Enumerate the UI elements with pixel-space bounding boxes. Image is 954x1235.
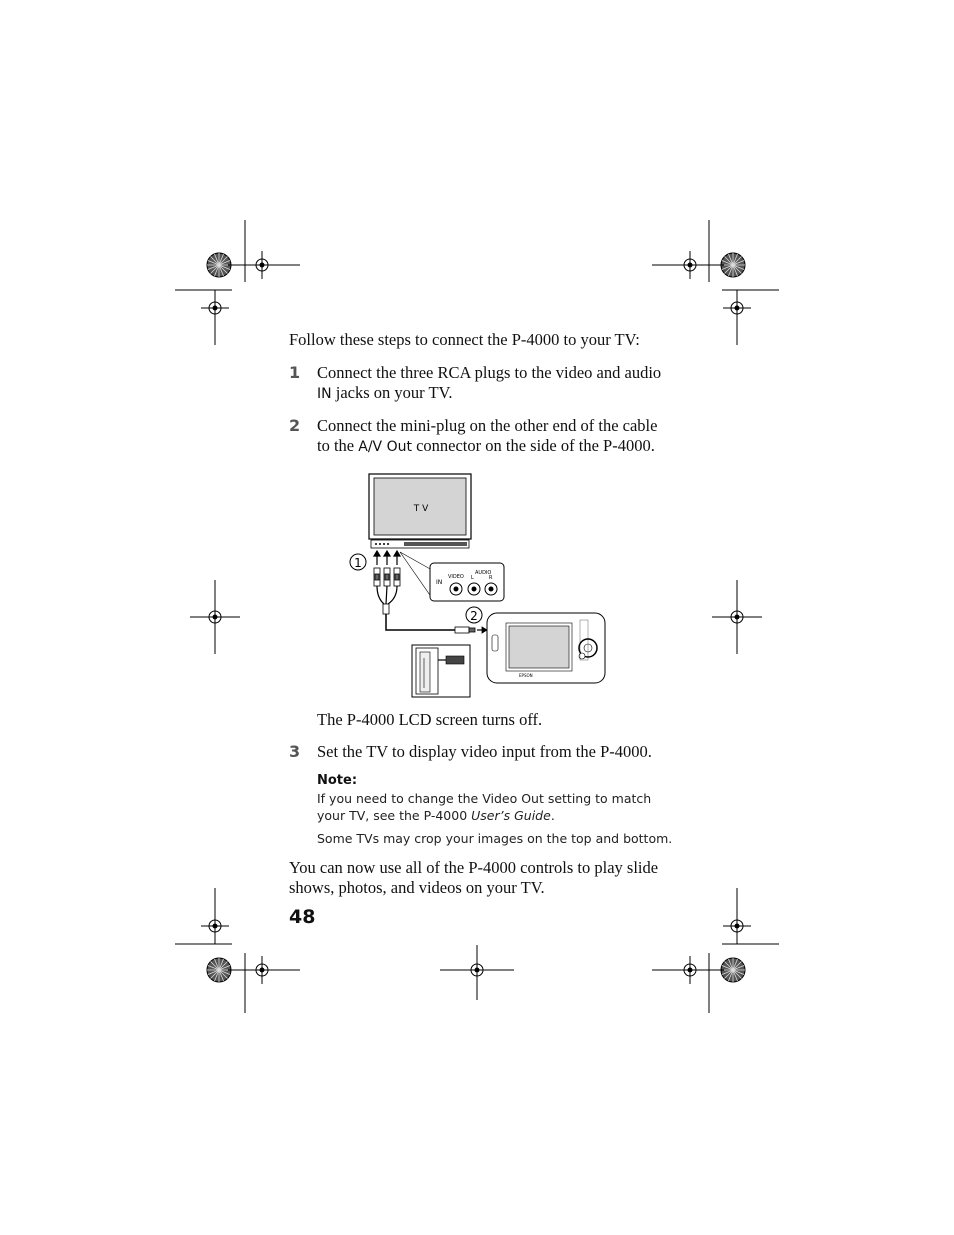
jack-l-label: L	[471, 575, 474, 581]
users-guide-title: User’s Guide	[471, 808, 551, 823]
note-line-2-post: .	[550, 808, 555, 823]
step-2-text	[317, 416, 677, 457]
callout-1-label: 1	[354, 556, 362, 570]
note-line-2-pre: your TV, see the P-4000	[317, 808, 472, 823]
mini-plug	[455, 627, 487, 633]
page-number: 48	[289, 906, 316, 928]
plug-arrows	[374, 551, 400, 565]
closing-line-1: You can now use all of the P-4000 controls to play slide	[289, 858, 659, 877]
note-line-2	[317, 807, 677, 824]
closing-line-2: shows, photos, and videos on your TV.	[289, 878, 545, 897]
tv-label: T V	[413, 504, 429, 514]
step-2-number: 2	[289, 416, 301, 435]
note-title: Note:	[317, 773, 358, 788]
jack-video-label: VIDEO	[448, 574, 464, 580]
step-2-line2-rest: connector on the side of the P-4000.	[411, 436, 655, 455]
step-2-line2	[317, 436, 677, 457]
jack-panel	[400, 552, 504, 601]
callout-2-label: 2	[470, 609, 478, 623]
step-2-line1: Connect the mini-plug on the other end of the cable	[317, 416, 658, 435]
step-1-line2	[317, 383, 677, 404]
device-side-detail	[412, 645, 470, 697]
intro-text: Follow these steps to connect the P-4000 to your TV:	[289, 330, 640, 349]
step-2-line2-pre: to the	[317, 436, 359, 455]
in-label: IN	[317, 386, 332, 402]
note-line-1: If you need to change the Video Out setting to match	[317, 791, 652, 806]
step-1-text	[317, 363, 677, 404]
note-line-3: Some TVs may crop your images on the top and bottom.	[317, 831, 673, 846]
av-out-label: A/V Out	[358, 439, 412, 455]
jack-audio-label: AUDIO	[475, 570, 492, 576]
step-1-number: 1	[289, 363, 301, 382]
closing-text	[289, 858, 658, 898]
jack-r-label: R	[489, 575, 493, 581]
connection-figure	[340, 470, 610, 702]
device-brand: EPSON	[519, 673, 533, 678]
after-figure-text: The P-4000 LCD screen turns off.	[317, 710, 543, 729]
step-1-line1: Connect the three RCA plugs to the video and audio	[317, 363, 662, 382]
device-illustration	[487, 613, 605, 683]
step-1-line2-rest: jacks on your TV.	[331, 383, 453, 402]
step-3-text: Set the TV to display video input from the P-4000.	[317, 742, 652, 761]
jack-in-label: IN	[436, 579, 443, 586]
note-body	[317, 790, 677, 847]
step-3-number: 3	[289, 742, 301, 761]
tv-illustration	[369, 474, 471, 548]
